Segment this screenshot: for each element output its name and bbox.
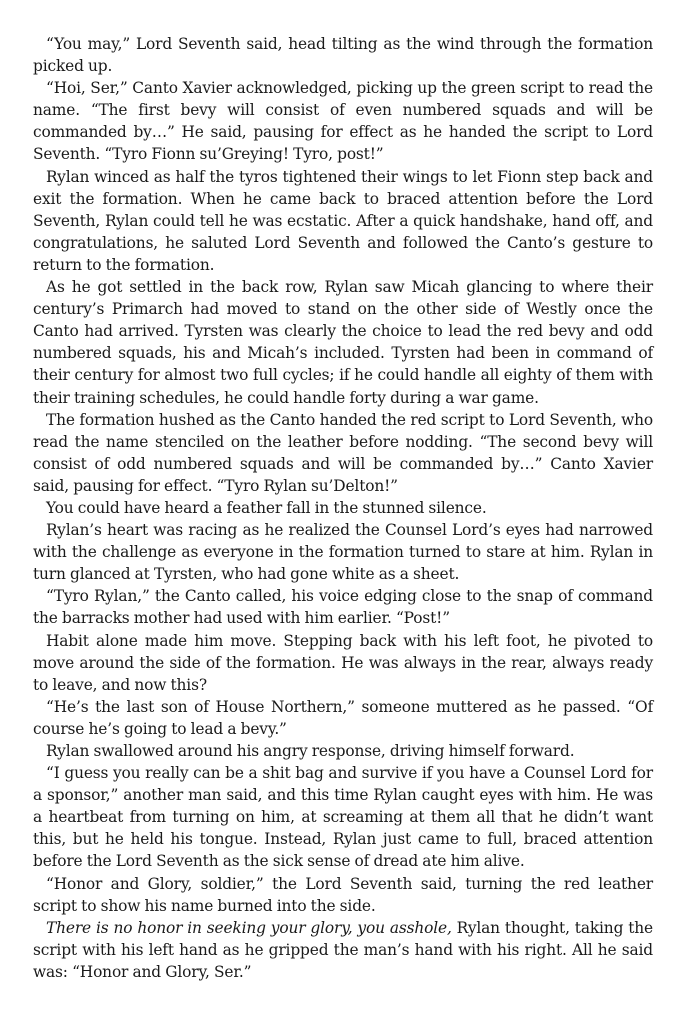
- paragraph-text: As he got settled in the back row, Rylan saw Micah glancing to where their century’s Primarch had moved to stand on the other side of Westly once the Canto had arrived. Tyrsten was clearly the choice to lead the red bevy and odd numbered squads, his and Micah’s included. Tyrsten had been in command of their century for almost two full cycles; if he could handle all eighty of them with their training schedules, he could handle forty during a war game.: [33, 278, 653, 407]
- paragraph: [33, 630, 653, 696]
- italic-thought: There is no honor in seeking your glory, you asshole,: [46, 918, 452, 937]
- paragraph: [33, 497, 653, 519]
- paragraph-text: Rylan thought, taking the script with his left hand as he gripped the man’s hand with his right. All he said was: “Honor and Glory, Ser.”: [33, 918, 653, 981]
- paragraph-text: “I guess you really can be a shit bag and survive if you have a Counsel Lord for a sponsor,” another man said, and this time Rylan caught eyes with him. He was a heartbeat from turning on him, at screaming at them all that he didn’t want this, but he held his tongue. Instead, Rylan just came to full, braced attention before the Lord Seventh as the sick sense of dread ate him alive.: [33, 764, 653, 871]
- paragraph: [33, 873, 653, 917]
- paragraph: [33, 77, 653, 165]
- book-page: [33, 33, 653, 983]
- paragraph: [33, 585, 653, 629]
- paragraph: [33, 33, 653, 77]
- paragraph-text: Rylan swallowed around his angry response, driving himself forward.: [46, 742, 575, 760]
- paragraph: [33, 762, 653, 872]
- paragraph-text: “You may,” Lord Seventh said, head tilting as the wind through the formation picked up.: [33, 35, 653, 76]
- paragraph: [33, 276, 653, 409]
- paragraph-text: Rylan’s heart was racing as he realized the Counsel Lord’s eyes had narrowed with the challenge as everyone in the formation turned to stare at him. Rylan in turn glanced at Tyrsten, who had gone white as a sheet.: [33, 521, 653, 584]
- paragraph: [33, 696, 653, 740]
- paragraph: [33, 917, 653, 983]
- paragraph-text: Habit alone made him move. Stepping back with his left foot, he pivoted to move around the side of the formation. He was always in the rear, always ready to leave, and now this?: [33, 631, 653, 694]
- paragraph-text: “Honor and Glory, soldier,” the Lord Seventh said, turning the red leather script to show his name burned into the side.: [33, 874, 653, 915]
- paragraph: [33, 740, 653, 762]
- paragraph: [33, 409, 653, 497]
- paragraph-text: Rylan winced as half the tyros tightened their wings to let Fionn step back and exit the formation. When he came back to braced attention before the Lord Seventh, Rylan could tell he was ecstatic. After a quick handshake, hand off, and congratulations, he saluted Lord Seventh and followed the Canto’s gesture to return to the formation.: [33, 167, 653, 274]
- paragraph: [33, 166, 653, 276]
- paragraph-text: You could have heard a feather fall in the stunned silence.: [46, 498, 487, 517]
- paragraph-text: “Tyro Rylan,” the Canto called, his voice edging close to the snap of command the barracks mother had used with him earlier. “Post!”: [33, 587, 653, 628]
- paragraph: [33, 519, 653, 585]
- paragraph-text: The formation hushed as the Canto handed the red script to Lord Seventh, who read the name stenciled on the leather before nodding. “The second bevy will consist of odd numbered squads and will be commanded by…” Canto Xavier said, pausing for effect. “Tyro Rylan su’Delton!”: [33, 410, 653, 495]
- paragraph-text: “He’s the last son of House Northern,” someone muttered as he passed. “Of course he’s going to lead a bevy.”: [33, 697, 653, 738]
- paragraph-text: “Hoi, Ser,” Canto Xavier acknowledged, picking up the green script to read the name. “The first bevy will consist of even numbered squads and will be commanded by…” He said, pausing for effect as he handed the script to Lord Seventh. “Tyro Fionn su’Greying! Tyro, post!”: [33, 79, 653, 164]
